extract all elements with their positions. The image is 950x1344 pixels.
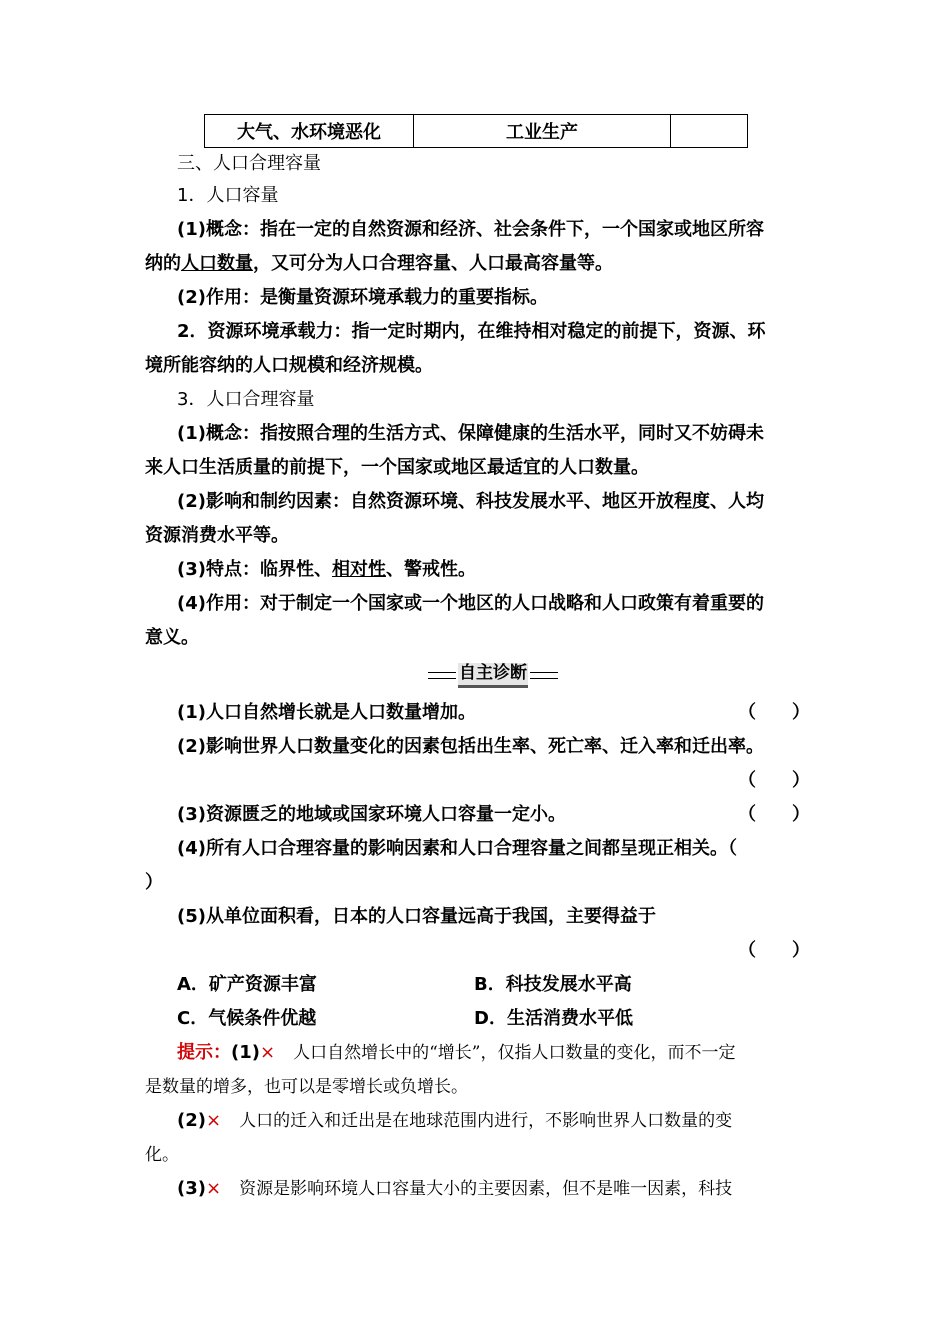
option-b: B．科技发展水平高 [474, 974, 632, 995]
paragraph: 资源消费水平等。 [145, 525, 289, 546]
wrong-mark: × [205, 1178, 222, 1199]
answer-blank: （ ） [738, 804, 810, 825]
paragraph: 纳的人口数量，又可分为人口合理容量、人口最高容量等。 [145, 253, 613, 274]
paragraph: 来人口生活质量的前提下，一个国家或地区最适宜的人口数量。 [145, 457, 649, 478]
banner-label: 自主诊断 [458, 663, 528, 688]
hint-1-cont: 是数量的增多，也可以是零增长或负增长。 [145, 1077, 468, 1097]
table-cell [671, 115, 748, 148]
question-1: (1)人口自然增长就是人口数量增加。 [177, 702, 476, 723]
paragraph: (1)概念：指按照合理的生活方式、保障健康的生活水平，同时又不妨碍未 [177, 423, 764, 444]
option-c: C．气候条件优越 [177, 1008, 317, 1029]
question-5: (5)从单位面积看，日本的人口容量远高于我国，主要得益于 [177, 906, 656, 927]
question-4-close: ） [145, 872, 163, 893]
table-cell: 工业生产 [414, 115, 671, 148]
subheading-3: 3．人口合理容量 [177, 389, 315, 410]
wrong-mark: × [205, 1110, 222, 1131]
hint-2: (2)× 人口的迁入和迁出是在地球范围内进行，不影响世界人口数量的变 [177, 1110, 733, 1131]
paragraph: 意义。 [145, 627, 199, 648]
underlined-term: 相对性 [331, 559, 386, 580]
hint-1: 提示：(1)× 人口自然增长中的“增长”，仅指人口数量的变化，而不一定 [177, 1042, 736, 1063]
paragraph: 2．资源环境承载力：指一定时期内，在维持相对稳定的前提下，资源、环 [177, 321, 766, 342]
option-a: A．矿产资源丰富 [177, 974, 317, 995]
question-3: (3)资源匮乏的地域或国家环境人口容量一定小。 [177, 804, 566, 825]
self-diagnosis-banner [428, 663, 558, 685]
paragraph: (3)特点：临界性、相对性、警戒性。 [177, 559, 476, 580]
question-2: (2)影响世界人口数量变化的因素包括出生率、死亡率、迁入率和迁出率。 [177, 736, 764, 757]
question-4: (4)所有人口合理容量的影响因素和人口合理容量之间都呈现正相关。（ [177, 838, 737, 859]
subheading-1: 1．人口容量 [177, 185, 279, 206]
paragraph: 境所能容纳的人口规模和经济规模。 [145, 355, 433, 376]
hint-2-cont: 化。 [145, 1145, 179, 1165]
answer-blank: （ ） [738, 770, 810, 791]
paragraph: (2)作用：是衡量资源环境承载力的重要指标。 [177, 287, 548, 308]
paragraph: (1)概念：指在一定的自然资源和经济、社会条件下，一个国家或地区所容 [177, 219, 764, 240]
paragraph: (4)作用：对于制定一个国家或一个地区的人口战略和人口政策有着重要的 [177, 593, 764, 614]
answer-blank: （ ） [738, 702, 810, 723]
hint-3: (3)× 资源是影响环境人口容量大小的主要因素，但不是唯一因素，科技 [177, 1178, 733, 1199]
answer-blank: （ ） [738, 940, 810, 961]
underlined-term: 人口数量 [181, 253, 253, 274]
table-row [205, 115, 748, 148]
section-title: 三、人口合理容量 [177, 153, 321, 174]
top-table [204, 114, 748, 148]
table-cell: 大气、水环境恶化 [205, 115, 414, 148]
paragraph: (2)影响和制约因素：自然资源环境、科技发展水平、地区开放程度、人均 [177, 491, 764, 512]
hint-label: 提示： [177, 1042, 231, 1063]
banner-bar-left [428, 672, 456, 679]
option-d: D．生活消费水平低 [474, 1008, 633, 1029]
banner-bar-right [530, 672, 558, 679]
wrong-mark: × [259, 1042, 276, 1063]
